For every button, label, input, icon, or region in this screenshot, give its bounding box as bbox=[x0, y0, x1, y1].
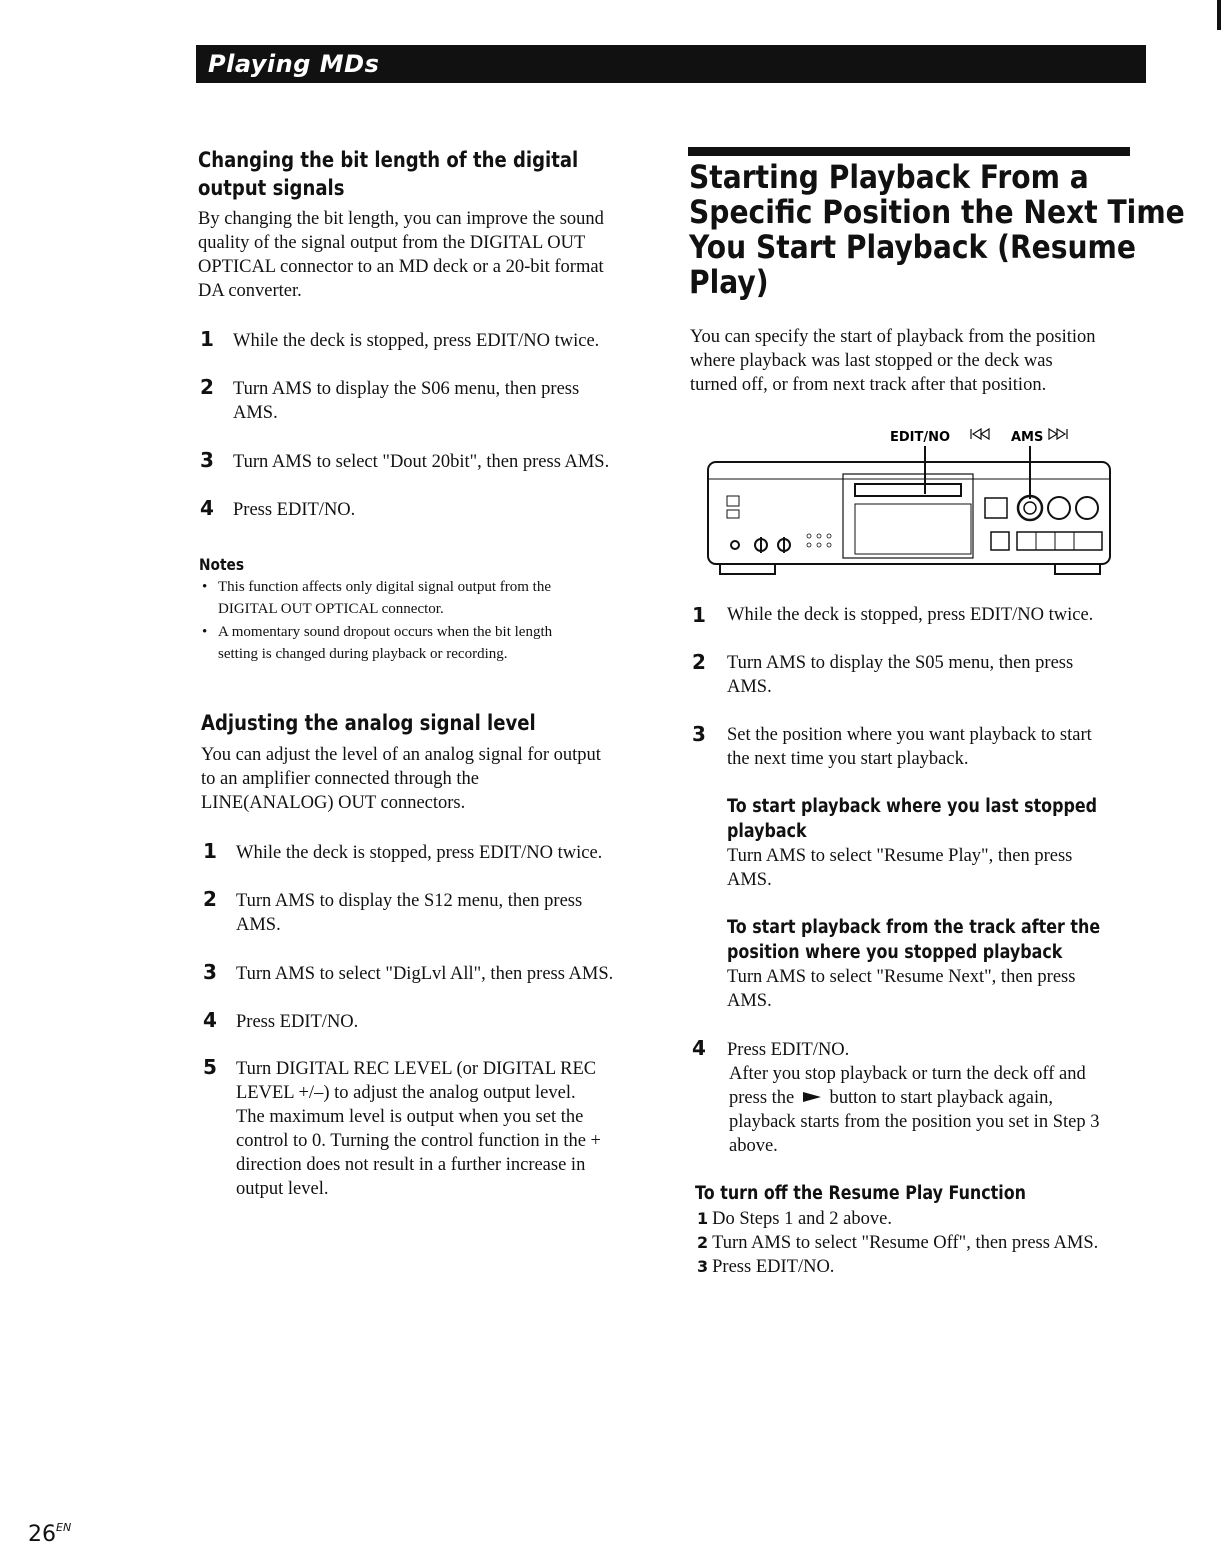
step-number: 2 bbox=[203, 887, 217, 911]
paragraph-line: OPTICAL connector to an MD deck or a 20-bit format bbox=[198, 257, 604, 277]
step-text: output level. bbox=[236, 1179, 329, 1199]
step-text: Press EDIT/NO. bbox=[727, 1040, 850, 1060]
notes-title: Notes bbox=[199, 555, 245, 574]
step-text: Press EDIT/NO. bbox=[236, 1012, 359, 1032]
turnoff-step: 1 Do Steps 1 and 2 above. bbox=[697, 1209, 892, 1229]
step-text: Turn AMS to select "Dout 20bit", then press AMS. bbox=[233, 452, 610, 472]
paragraph-line: AMS. bbox=[727, 870, 772, 890]
subheading-resume-play: playback bbox=[727, 821, 807, 842]
step-number: 1 bbox=[200, 327, 214, 351]
step-text: LEVEL +/–) to adjust the analog output level. bbox=[236, 1083, 576, 1103]
step-number: 1 bbox=[692, 603, 706, 627]
step-text: Turn AMS to display the S06 menu, then press bbox=[233, 379, 580, 399]
step-text: While the deck is stopped, press EDIT/NO twice. bbox=[233, 331, 600, 351]
step-number: 3 bbox=[203, 960, 217, 984]
figure-label-ams: AMS bbox=[1011, 430, 1044, 445]
step-text: Turn AMS to select "DigLvl All", then press AMS. bbox=[236, 964, 614, 984]
step-number: 4 bbox=[692, 1036, 706, 1060]
step-number: 2 bbox=[692, 650, 706, 674]
subheading-resume-play: To start playback where you last stopped bbox=[727, 796, 1098, 817]
step-text-with-icon: press the button to start playback again, bbox=[729, 1088, 1053, 1108]
note-text: setting is changed during playback or recording. bbox=[218, 646, 508, 662]
paragraph-line: AMS. bbox=[727, 991, 772, 1011]
step-text: AMS. bbox=[236, 915, 281, 935]
note-bullet: • bbox=[202, 624, 208, 640]
step-text: While the deck is stopped, press EDIT/NO twice. bbox=[236, 843, 603, 863]
paragraph-line: where playback was last stopped or the deck was bbox=[690, 351, 1053, 371]
step-text: While the deck is stopped, press EDIT/NO twice. bbox=[727, 605, 1094, 625]
paragraph-line: LINE(ANALOG) OUT connectors. bbox=[201, 793, 466, 813]
step-number: 5 bbox=[203, 1055, 217, 1079]
step-text: Turn AMS to display the S12 menu, then press bbox=[236, 891, 583, 911]
step-text: direction does not result in a further increase in bbox=[236, 1155, 586, 1175]
step-text: AMS. bbox=[727, 677, 772, 697]
step-number: 4 bbox=[200, 496, 214, 520]
subheading-resume-next: position where you stopped playback bbox=[727, 942, 1063, 963]
note-bullet: • bbox=[202, 579, 208, 595]
step-number: 3 bbox=[200, 448, 214, 472]
step-text: The maximum level is output when you set the bbox=[236, 1107, 584, 1127]
step-text: Press EDIT/NO. bbox=[233, 500, 356, 520]
paragraph-line: Turn AMS to select "Resume Next", then press bbox=[727, 967, 1076, 987]
paragraph-line: You can adjust the level of an analog signal for output bbox=[201, 745, 601, 765]
page-edge-mark bbox=[1217, 0, 1221, 30]
subheading-resume-next: To start playback from the track after the bbox=[727, 917, 1101, 938]
paragraph-line: Turn AMS to select "Resume Play", then press bbox=[727, 846, 1073, 866]
heading-analog-level: Adjusting the analog signal level bbox=[201, 711, 536, 735]
page-number: $26^{EN}$ bbox=[28, 1521, 72, 1547]
note-text: A momentary sound dropout occurs when the bit length bbox=[218, 624, 553, 640]
title-rule bbox=[688, 147, 1130, 156]
page-title: Starting Playback From a Specific Position the Next Time You Start Playback (Resume Play) bbox=[689, 158, 1185, 301]
note-text: This function affects only digital signal output from the bbox=[218, 579, 551, 595]
step-text: Set the position where you want playback to start bbox=[727, 725, 1092, 745]
md-deck-front-panel-icon bbox=[705, 424, 1125, 584]
turnoff-step: 3 Press EDIT/NO. bbox=[697, 1257, 835, 1277]
heading-bit-length-line2: output signals bbox=[198, 176, 345, 200]
turnoff-step: 2 Turn AMS to select "Resume Off", then press AMS. bbox=[697, 1233, 1099, 1253]
step-text: playback starts from the position you set in Step 3 bbox=[729, 1112, 1100, 1132]
note-text: DIGITAL OUT OPTICAL connector. bbox=[218, 601, 444, 617]
ams-arrows-right-icon bbox=[1049, 429, 1067, 439]
paragraph-line: turned off, or from next track after that position. bbox=[690, 375, 1047, 395]
paragraph-line: quality of the signal output from the DIGITAL OUT bbox=[198, 233, 586, 253]
paragraph-line: DA converter. bbox=[198, 281, 302, 301]
step-text: above. bbox=[729, 1136, 778, 1156]
step-text: After you stop playback or turn the deck off and bbox=[729, 1064, 1086, 1084]
step-text: AMS. bbox=[233, 403, 278, 423]
paragraph-line: By changing the bit length, you can improve the sound bbox=[198, 209, 604, 229]
section-header-title: Playing MDs bbox=[208, 50, 380, 78]
play-button-icon bbox=[801, 1090, 823, 1104]
paragraph-line: You can specify the start of playback from the position bbox=[690, 327, 1096, 347]
figure-label-edit-no: EDIT/NO bbox=[890, 430, 951, 445]
step-number: 1 bbox=[203, 839, 217, 863]
ams-arrows-left-icon bbox=[971, 429, 989, 439]
step-text: control to 0. Turning the control function in the + bbox=[236, 1131, 601, 1151]
step-number: 4 bbox=[203, 1008, 217, 1032]
subheading-turn-off-resume: To turn off the Resume Play Function bbox=[695, 1183, 1026, 1204]
heading-bit-length-line1: Changing the bit length of the digital bbox=[198, 148, 579, 172]
paragraph-line: to an amplifier connected through the bbox=[201, 769, 479, 789]
step-number: 3 bbox=[692, 722, 706, 746]
step-number: 2 bbox=[200, 375, 214, 399]
step-text: the next time you start playback. bbox=[727, 749, 969, 769]
step-text: Turn DIGITAL REC LEVEL (or DIGITAL REC bbox=[236, 1059, 597, 1079]
step-text: Turn AMS to display the S05 menu, then press bbox=[727, 653, 1074, 673]
